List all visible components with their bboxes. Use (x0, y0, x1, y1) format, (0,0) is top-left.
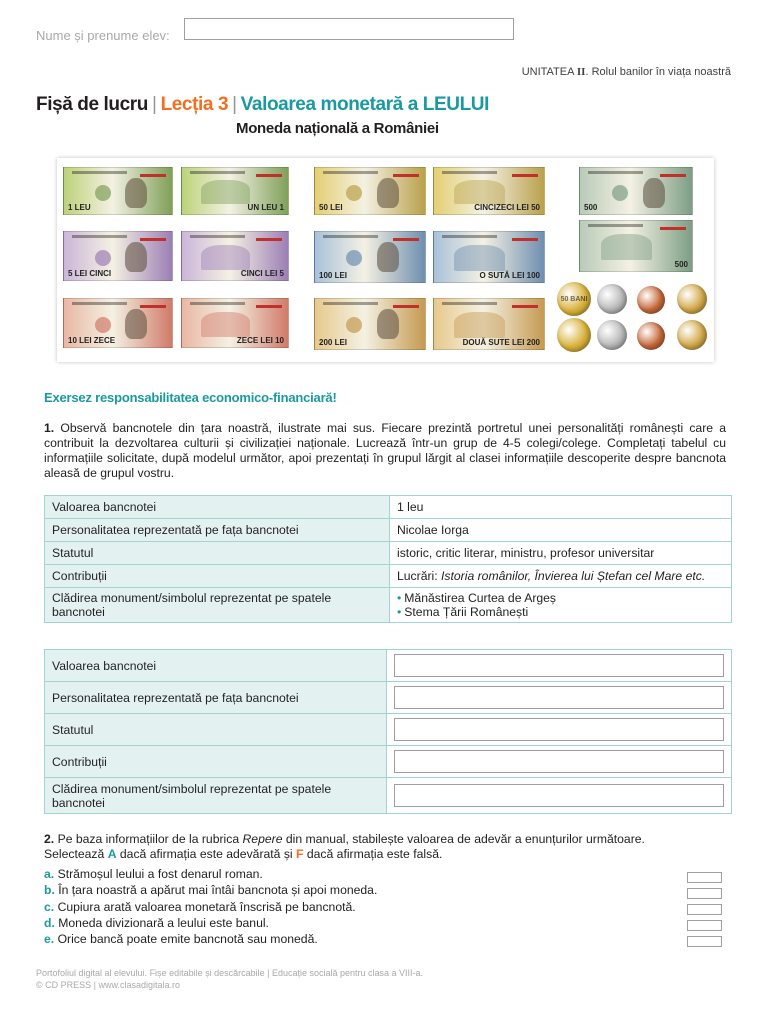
personality-input[interactable] (394, 686, 724, 709)
answer-box-a[interactable] (687, 872, 722, 883)
worksheet-title (36, 94, 489, 116)
banknote-serial (256, 238, 282, 241)
banknote-value: 500 (584, 203, 598, 212)
banknote-serial (140, 305, 166, 308)
banknote-header (190, 171, 245, 174)
statements-list (44, 866, 377, 947)
list-item-text: Mănăstirea Curtea de Argeș (404, 591, 557, 605)
banknote-50-lei-front (314, 167, 426, 215)
statement-text: În țara noastră a apărut mai întâi bancnota și apoi moneda. (58, 883, 378, 898)
answer-box-c[interactable] (687, 904, 722, 915)
monument-icon (601, 234, 652, 260)
banknote-50-lei-back (433, 167, 545, 215)
answer-table (44, 649, 732, 814)
row-value (387, 682, 732, 714)
row-value (387, 714, 732, 746)
table-row (45, 714, 732, 746)
statement-text: Strămoșul leului a fost denarul roman. (57, 867, 263, 881)
banknote-5-lei-back (181, 231, 289, 281)
table-row (45, 565, 732, 588)
statement-text: Cupiura arată valoarea monetară înscrisă pe bancnotă. (57, 899, 356, 914)
task2-select-1: Selectează (44, 847, 108, 861)
list-item (44, 915, 377, 931)
row-value: istoric, critic literar, ministru, profesor universitar (390, 542, 732, 565)
banknote-value: 50 LEI (319, 203, 343, 212)
coin-1-ban-reverse (677, 320, 707, 350)
statement-letter: e. (44, 932, 55, 947)
portrait-icon (125, 309, 147, 339)
portrait-icon (377, 178, 399, 208)
table-row (45, 778, 732, 814)
row-label: Valoarea bancnotei (45, 650, 387, 682)
row-label: Statutul (45, 714, 387, 746)
banknote-value: DOUĂ SUTE LEI 200 (462, 338, 540, 347)
banknote-value: O SUTĂ LEI 100 (479, 271, 540, 280)
banknote-value: 100 LEI (319, 271, 348, 280)
contributions-prefix: Lucrări: (397, 569, 442, 583)
banknote-500-lei-front (579, 167, 693, 215)
section-heading: Exersez responsabilitatea economico-financiară! (44, 390, 337, 405)
monument-input[interactable] (394, 784, 724, 807)
list-item (397, 591, 724, 605)
row-label: Personalitatea reprezentată pe fața bancnotei (45, 682, 387, 714)
list-item (44, 882, 377, 898)
coin-10-bani-obverse (597, 284, 627, 314)
banknote-serial (393, 174, 419, 177)
banknote-header (588, 171, 643, 174)
banknote-value: 5 LEI CINCI (68, 269, 112, 278)
row-value (390, 565, 732, 588)
banknote-10-lei-front (63, 298, 173, 348)
task2-select-2: dacă afirmația este adevărată și (116, 847, 297, 861)
task2-number: 2. (44, 832, 55, 846)
banknote-500-lei-back (579, 220, 693, 272)
coin-5-bani-reverse (637, 322, 665, 350)
title-separator: | (232, 94, 237, 115)
row-value (387, 650, 732, 682)
flower-icon (95, 250, 111, 266)
banknote-value: CINCIZECI LEI 50 (474, 203, 540, 212)
banknote-serial (660, 174, 686, 177)
banknote-serial (393, 238, 419, 241)
table-row (45, 746, 732, 778)
banknote-serial (393, 305, 419, 308)
row-label: Personalitatea reprezentată pe fața bancnotei (45, 519, 390, 542)
table-row (45, 682, 732, 714)
banknote-value: UN LEU 1 (247, 203, 284, 212)
footer-line-2: © CD PRESS | www.clasadigitala.ro (36, 980, 181, 990)
statement-text: Moneda divizionară a leului este banul. (58, 915, 269, 930)
task1-text: Observă bancnotele din țara noastră, ilustrate mai sus. Fiecare prezintă portretul unei personalități românești care a contribuit la dezvoltarea culturii și civilizației naționale. Lucrează într-un grup de 4-5 colegi/colege. Completați tabelul cu informațiile solicitate, după modelul următor, apoi prezentați în grupul lărgit al clasei informațiile descoperite despre bancnota aleasă de grupul vostru. (44, 421, 726, 480)
monument-icon (454, 245, 504, 271)
title-worksheet: Fișă de lucru (36, 94, 149, 115)
task2-instructions (44, 832, 726, 862)
flower-icon (95, 185, 111, 201)
row-label: Contribuții (45, 565, 390, 588)
unit-number: II (576, 66, 586, 78)
coin-50-bani-obverse (557, 282, 591, 316)
banknote-serial (140, 174, 166, 177)
footer-line-1: Portofoliul digital al elevului. Fișe editabile și descărcabile | Educație socială pentru clasa a VIII-a. (36, 968, 424, 978)
banknote-serial (256, 305, 282, 308)
title-topic: Valoarea monetară a LEULUI (240, 94, 489, 115)
flower-icon (346, 250, 362, 266)
portrait-icon (125, 178, 147, 208)
table-row (45, 519, 732, 542)
task2-repere: Repere (242, 832, 283, 846)
banknote-value: 200 LEI (319, 338, 348, 347)
task1-number: 1. (44, 421, 55, 435)
statement-letter: d. (44, 915, 55, 930)
task2-letter-a: A (107, 847, 117, 861)
monument-icon (201, 180, 250, 204)
banknote-value: 10 LEI ZECE (68, 336, 116, 345)
banknote-header (72, 302, 127, 305)
banknote-serial (660, 227, 686, 230)
row-value (387, 746, 732, 778)
monument-icon (201, 312, 250, 337)
list-item-text: Stema Țării Românești (404, 605, 529, 619)
statement-letter: b. (44, 883, 55, 898)
banknote-200-lei-front (314, 298, 426, 350)
row-value (387, 778, 732, 814)
coin-label: 50 BANI (560, 295, 588, 303)
task2-text-1: Pe baza informațiilor de la rubrica (57, 832, 243, 846)
task1-instructions (44, 421, 726, 481)
answer-box-e[interactable] (687, 936, 722, 947)
portrait-icon (643, 178, 665, 208)
statement-letter: c. (44, 899, 55, 914)
monument-icon (454, 312, 504, 338)
coin-5-bani-obverse (637, 286, 665, 314)
banknotes-illustration (57, 158, 714, 362)
banknote-serial (512, 305, 538, 308)
banknote-header (442, 235, 497, 238)
task2-select-3: dacă afirmația este falsă. (303, 847, 443, 861)
list-item (44, 931, 377, 947)
row-label: Valoarea bancnotei (45, 496, 390, 519)
bullet: • (397, 591, 402, 605)
banknote-1-leu-back (181, 167, 289, 215)
monument-icon (201, 245, 250, 270)
banknote-value-input[interactable] (394, 654, 724, 677)
row-value (390, 588, 732, 623)
banknote-serial (512, 238, 538, 241)
banknote-200-lei-back (433, 298, 545, 350)
answer-box-b[interactable] (687, 888, 722, 899)
banknote-serial (140, 238, 166, 241)
portrait-icon (377, 242, 399, 272)
task2-text-2: din manual, stabilește valoarea de adevăr a enunțurilor următoare. (282, 832, 645, 846)
flower-icon (95, 317, 111, 333)
title-lesson: Lecția 3 (160, 94, 229, 115)
banknote-5-lei-front (63, 231, 173, 281)
banknote-value: CINCI LEI 5 (240, 269, 284, 278)
banknote-header (323, 235, 378, 238)
task2-letter-f: F (296, 847, 304, 861)
flower-icon (346, 317, 362, 333)
table-row (45, 588, 732, 623)
answer-box-d[interactable] (687, 920, 722, 931)
banknote-serial (256, 174, 282, 177)
banknote-value: 1 LEU (68, 203, 91, 212)
flower-icon (346, 185, 362, 201)
banknote-header (190, 302, 245, 305)
unit-prefix: UNITATEA (521, 66, 574, 78)
statement-letter: a. (44, 867, 55, 881)
student-name-input[interactable] (184, 18, 514, 40)
bullet: • (397, 605, 402, 619)
banknote-header (72, 171, 127, 174)
contributions-input[interactable] (394, 750, 724, 773)
banknote-header (442, 302, 497, 305)
portrait-icon (377, 309, 399, 339)
banknote-header (323, 302, 378, 305)
row-value: Nicolae Iorga (390, 519, 732, 542)
flower-icon (612, 185, 628, 201)
portrait-icon (125, 242, 147, 272)
banknote-100-lei-back (433, 231, 545, 283)
banknote-10-lei-back (181, 298, 289, 348)
banknote-value: ZECE LEI 10 (236, 336, 284, 345)
row-value: 1 leu (390, 496, 732, 519)
banknote-1-leu-front (63, 167, 173, 215)
coin-10-bani-reverse (597, 320, 627, 350)
coin-50-bani-reverse (557, 318, 591, 352)
student-name-row (36, 18, 516, 42)
banknote-100-lei-front (314, 231, 426, 283)
contributions-works: Istoria românilor, Învierea lui Ștefan cel Mare etc. (441, 569, 706, 583)
banknote-header (588, 224, 643, 227)
example-table (44, 495, 732, 623)
coin-1-ban-obverse (677, 284, 707, 314)
footer (36, 967, 423, 991)
banknote-header (323, 171, 378, 174)
monument-icon (454, 180, 504, 204)
row-label: Clădirea monument/simbolul reprezentat pe spatele bancnotei (45, 778, 387, 814)
statement-text: Orice bancă poate emite bancnotă sau monedă. (57, 932, 318, 947)
worksheet-subtitle: Moneda națională a României (236, 120, 439, 137)
table-row (45, 496, 732, 519)
banknote-header (72, 235, 127, 238)
list-item (44, 866, 377, 882)
list-item (44, 899, 377, 915)
table-row (45, 542, 732, 565)
banknote-header (442, 171, 497, 174)
unit-title: . Rolul banilor în viața noastră (585, 66, 731, 78)
banknote-serial (512, 174, 538, 177)
banknote-value: 500 (674, 260, 688, 269)
student-name-label: Nume și prenume elev: (36, 28, 170, 43)
unit-label (522, 66, 731, 78)
list-item (397, 605, 724, 619)
banknote-header (190, 235, 245, 238)
status-input[interactable] (394, 718, 724, 741)
row-label: Clădirea monument/simbolul reprezentat pe spatele bancnotei (45, 588, 390, 623)
row-label: Contribuții (45, 746, 387, 778)
row-label: Statutul (45, 542, 390, 565)
table-row (45, 650, 732, 682)
title-separator: | (152, 94, 157, 115)
